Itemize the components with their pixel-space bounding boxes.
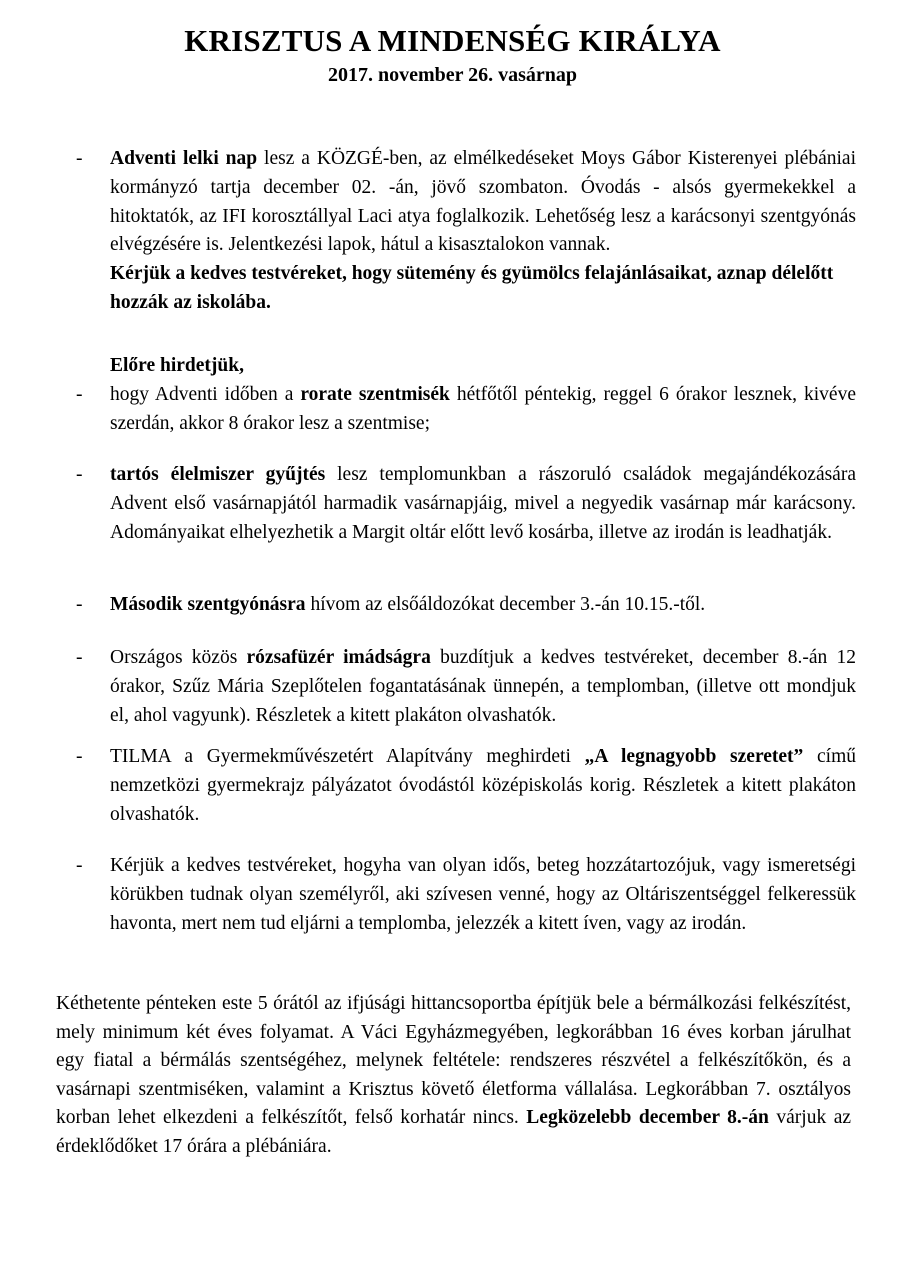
- rosary-text: [110, 644, 856, 730]
- food-body: lesz templomunkban a rászoruló családok megajándékozására Advent első vasárnapjától harmadik vasárnapjáig, mivel a negyedik vasárnap már karácsony. Adományaikat elhelyezhetik a Margit oltár előtt levő kosárba, illetve az irodán is leadhatják.: [110, 464, 856, 543]
- rorate-bold: rorate szentmisék: [300, 383, 450, 405]
- tilma-bold: „A legnagyobb szeretet”: [584, 746, 804, 767]
- page-title: KRISZTUS A MINDENSÉG KIRÁLYA: [184, 23, 721, 58]
- confession-body: hívom az elsőáldozókat december 3.-án 10.15.-től.: [305, 594, 706, 615]
- confession-bold: Második szentgyónásra: [110, 594, 306, 615]
- confirmation-text-2: várjuk az érdeklődőket 17 órára a plébániára.: [56, 1107, 851, 1157]
- confession-text: [110, 591, 856, 620]
- advent-day-body: lesz a KÖZGÉ-ben, az elmélkedéseket Moys Gábor Kisterenyei plébániai kormányzó tartja december 02. -án, jövő szombaton. Óvodás - alsós gyermekekkel a hitoktatók, az IFI korosztállyal Laci atya foglalkozik. Lehetőség lesz a karácsonyi szentgyónás elvégzésére is. Jelentkezési lapok, hátul a kisasztalokon vannak.: [110, 148, 856, 256]
- advent-day-text: [110, 145, 856, 260]
- list-dash: -: [76, 594, 83, 615]
- rorate-text-1: hogy Adventi időben a: [110, 383, 301, 405]
- list-dash: -: [76, 746, 83, 767]
- announcement-food-collection: [76, 461, 856, 547]
- list-dash: -: [76, 855, 83, 876]
- rosary-bold: rózsafüzér imádságra: [246, 647, 431, 668]
- preannounce-block: [76, 352, 856, 438]
- list-dash: -: [76, 464, 83, 485]
- rorate-text-2: hétfőtől péntekig, reggel 6 órakor lesznek, kivéve szerdán, akkor 8 órakor lesz a szentmise;: [110, 383, 856, 434]
- elderly-text: Kérjük a kedves testvéreket, hogyha van olyan idős, beteg hozzátartozójuk, vagy ismeretségi körükben tudnak olyan személyről, aki szívesen venné, hogy az Oltáriszentséggel felkeressük havonta, mert nem tud eljárni a templomba, jelezzék a kitett íven, vagy az irodán.: [110, 855, 856, 934]
- rosary-text-1: Országos közös: [110, 647, 247, 668]
- tilma-text: [110, 743, 856, 829]
- food-bold: tartós élelmiszer gyűjtés: [110, 464, 326, 485]
- announcement-advent-day: [76, 145, 856, 318]
- advent-day-bold: Adventi lelki nap: [110, 148, 258, 169]
- food-text: [110, 461, 856, 547]
- confirmation-bold: Legközelebb december 8.-án: [526, 1107, 769, 1129]
- list-dash: -: [76, 647, 83, 668]
- tilma-text-2: című nemzetközi gyermekrajz pályázatot óvodástól középiskolás korig. Részletek a kitett plakáton olvashatók.: [110, 746, 856, 825]
- preannounce-heading: Előre hirdetjük,: [110, 355, 244, 376]
- announcement-elderly: [76, 852, 856, 938]
- advent-day-request: Kérjük a kedves testvéreket, hogy sütemény és gyümölcs felajánlásaikat, aznap délelőtt hozzák az iskolába.: [110, 263, 834, 313]
- list-dash: -: [76, 148, 83, 169]
- page-date: 2017. november 26. vasárnap: [327, 64, 578, 86]
- announcement-confession: [76, 591, 856, 620]
- list-dash: -: [76, 383, 83, 405]
- rosary-text-2: buzdítjuk a kedves testvéreket, december 8.-án 12 órakor, Szűz Mária Szeplőtelen fogantatásának ünnepén, a templomban, (illetve ott mondjuk el, ahol vagyunk). Részletek a kitett plakáton olvashatók.: [110, 647, 856, 726]
- rorate-text: [110, 381, 856, 439]
- confirmation-text-1: Kéthetente pénteken este 5 órától az ifjúsági hittancsoportba építjük bele a bérmálkozási felkészítést, mely minimum két éves folyamat. A Váci Egyházmegyében, legkorábban 16 éves korban járulhat egy fiatal a bérmálás szentségéhez, melynek feltétele: rendszeres részvétel a felkészítőkön, és a vasárnapi szentmiséken, valamint a Krisztus követő életforma vállalása. Legkorábban 7. osztályos korban lehet elkezdeni a felkészítőt, felső korhatár nincs.: [56, 993, 851, 1129]
- confirmation-paragraph: [56, 990, 851, 1162]
- tilma-text-1: TILMA a Gyermekművészetért Alapítvány meghirdeti: [110, 746, 585, 767]
- announcement-tilma: [76, 743, 856, 829]
- announcement-rosary: [76, 644, 856, 730]
